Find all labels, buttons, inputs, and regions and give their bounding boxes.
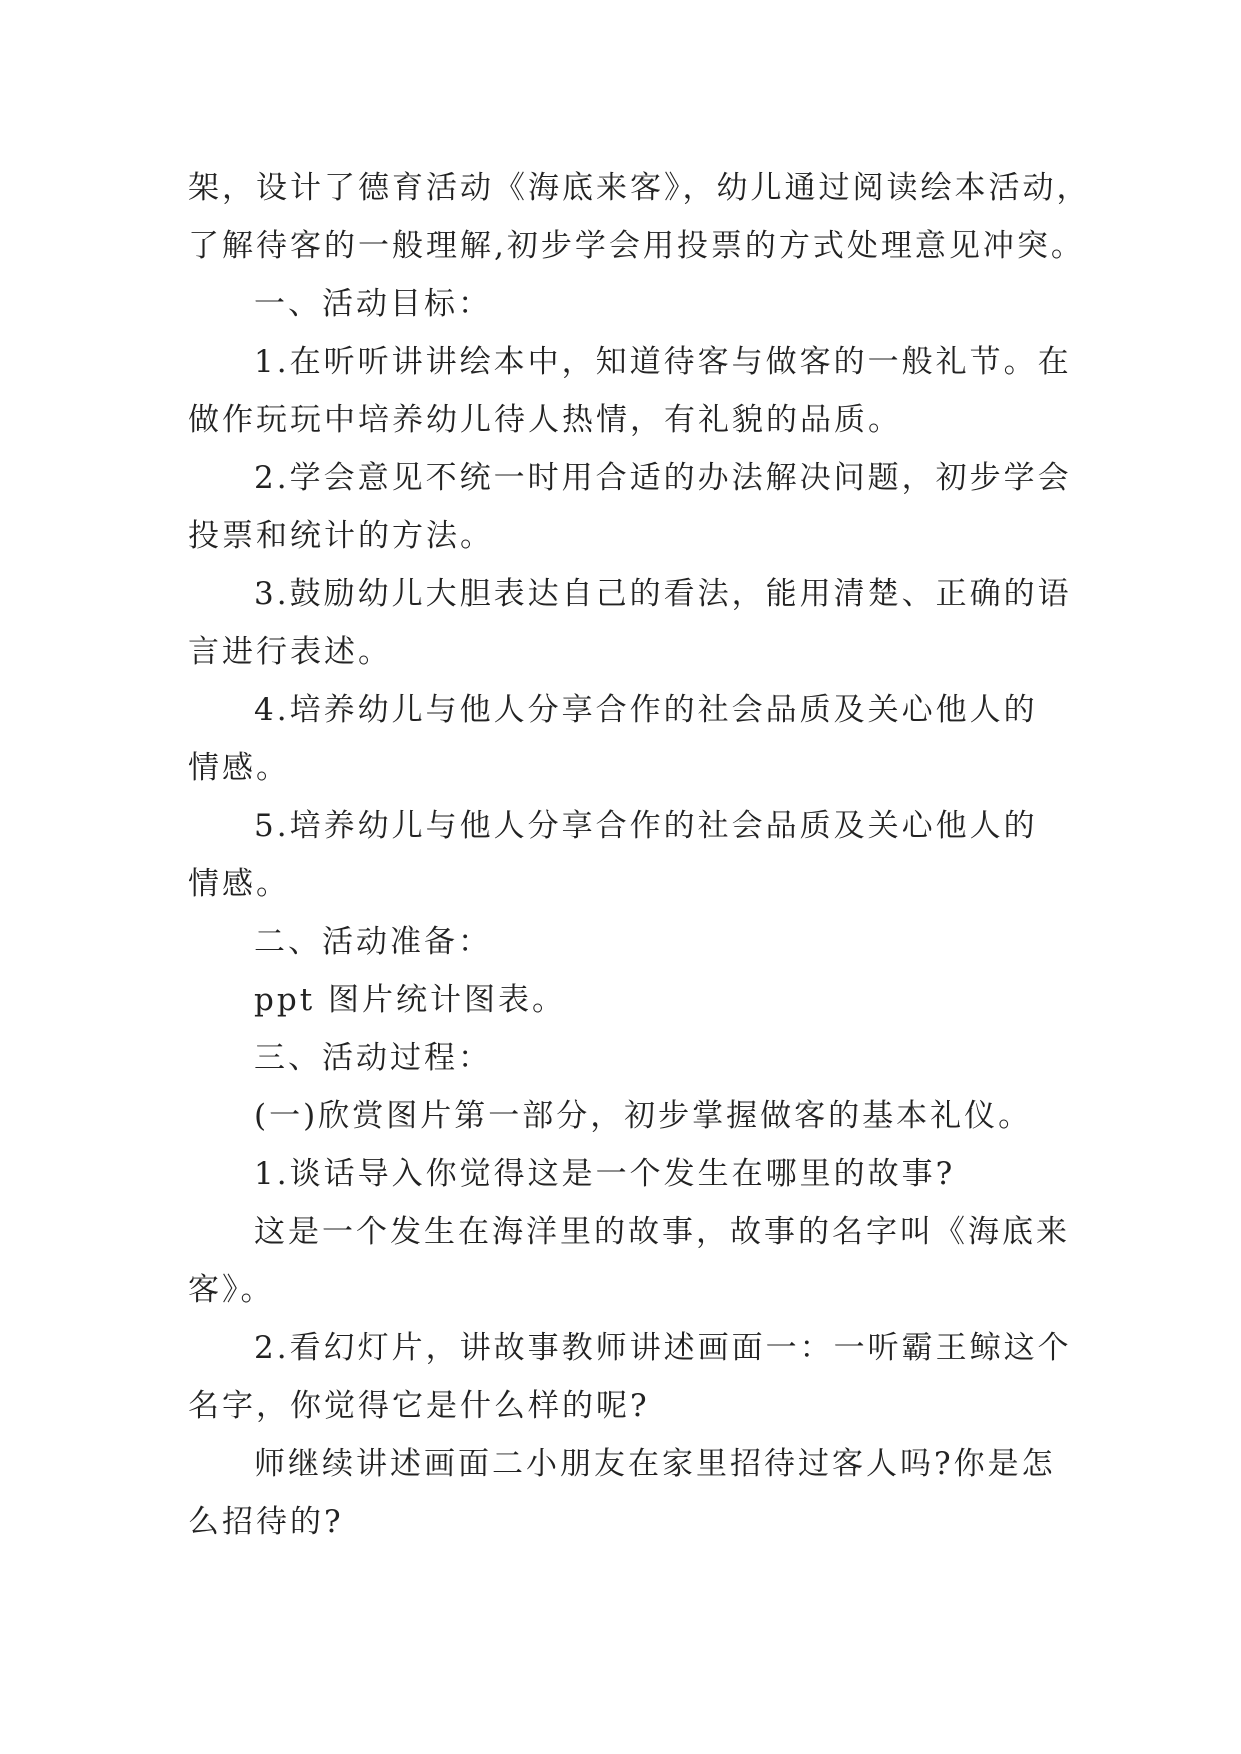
- text-line-step-2-cont: 名字，你觉得它是什么样的呢?: [188, 1388, 650, 1424]
- text-line-teacher-continue: 师继续讲述画面二小朋友在家里招待过客人吗?你是怎: [254, 1446, 1056, 1482]
- text-line-story-intro: 这是一个发生在海洋里的故事，故事的名字叫《海底来: [254, 1214, 1070, 1250]
- text-line-goal-3-cont: 言进行表述。: [188, 634, 392, 670]
- text-line-process-part-1: (一)欣赏图片第一部分，初步掌握做客的基本礼仪。: [254, 1098, 1033, 1134]
- text-line-goal-1: 1.在听听讲讲绘本中，知道待客与做客的一般礼节。在: [254, 344, 1072, 380]
- section-heading-process: 三、活动过程：: [254, 1040, 492, 1076]
- text-line-goal-5-cont: 情感。: [188, 866, 290, 902]
- text-line-goal-2-cont: 投票和统计的方法。: [188, 518, 494, 554]
- text-line-goal-4-cont: 情感。: [188, 750, 290, 786]
- text-line-goal-2: 2.学会意见不统一时用合适的办法解决问题，初步学会: [254, 460, 1072, 496]
- text-line-1: 架，设计了德育活动《海底来客》，幼儿通过阅读绘本活动，: [188, 170, 1091, 206]
- text-line-goal-3: 3.鼓励幼儿大胆表达自己的看法，能用清楚、正确的语: [254, 576, 1072, 612]
- section-heading-goals: 一、活动目标：: [254, 286, 492, 322]
- text-line-step-1: 1.谈话导入你觉得这是一个发生在哪里的故事?: [254, 1156, 956, 1192]
- section-heading-preparation: 二、活动准备：: [254, 924, 492, 960]
- text-line-goal-1-cont: 做作玩玩中培养幼儿待人热情，有礼貌的品质。: [188, 402, 902, 438]
- text-line-story-intro-cont: 客》。: [188, 1272, 275, 1308]
- text-line-teacher-continue-cont: 么招待的?: [188, 1504, 344, 1540]
- text-line-2: 了解待客的一般理解,初步学会用投票的方式处理意见冲突。: [188, 228, 1085, 264]
- text-line-preparation: ppt 图片统计图表。: [254, 982, 566, 1018]
- text-line-goal-5: 5.培养幼儿与他人分享合作的社会品质及关心他人的: [254, 808, 1038, 844]
- text-line-goal-4: 4.培养幼儿与他人分享合作的社会品质及关心他人的: [254, 692, 1038, 728]
- text-line-step-2: 2.看幻灯片，讲故事教师讲述画面一：一听霸王鲸这个: [254, 1330, 1072, 1366]
